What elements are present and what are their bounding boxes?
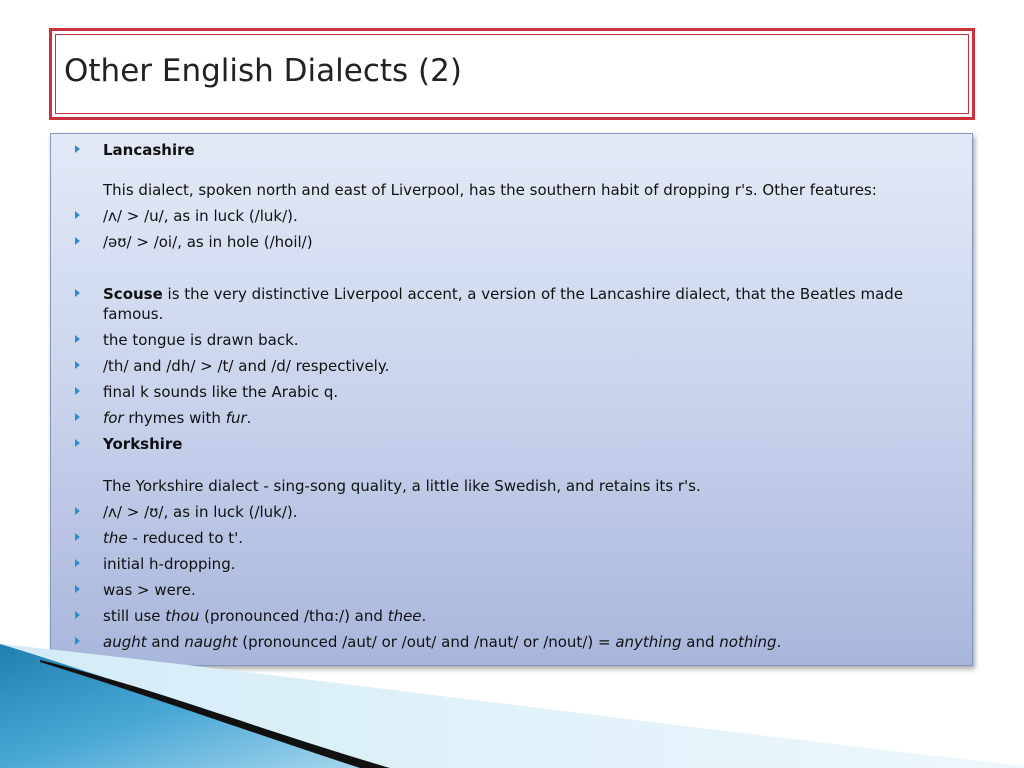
bullet-icon <box>75 439 80 447</box>
list-item-text: /əʊ/ > /oi/, as in hole (/hoil/) <box>103 233 313 251</box>
list-item <box>51 502 974 524</box>
list-item-text: was > were. <box>103 581 196 599</box>
text-segment: . <box>776 633 782 651</box>
bullet-icon <box>75 361 80 369</box>
scouse-term: Scouse <box>103 285 163 303</box>
bullet-icon <box>75 413 80 421</box>
text-segment: and <box>681 633 720 651</box>
list-item <box>51 330 974 352</box>
bullet-icon <box>75 237 80 245</box>
list-item-text: initial h-dropping. <box>103 555 236 573</box>
text-segment: rhymes with <box>123 409 226 427</box>
term-anything: anything <box>615 633 682 651</box>
list-item <box>51 140 974 162</box>
text-segment: (pronounced /aut/ or /out/ and /naut/ or /nout/) = <box>237 633 616 651</box>
bullet-icon <box>75 335 80 343</box>
term-thou: thou <box>165 607 200 625</box>
title-box <box>49 28 975 120</box>
list-item <box>51 382 974 404</box>
heading-lancashire: Lancashire <box>103 141 195 159</box>
slide-title: Other English Dialects (2) <box>64 53 462 89</box>
text-segment: and <box>146 633 185 651</box>
bullet-icon <box>75 559 80 567</box>
bullet-icon <box>75 289 80 297</box>
list-item <box>51 434 974 456</box>
scouse-description: is the very distinctive Liverpool accent, a version of the Lancashire dialect, that the Beatles made famous. <box>103 285 904 323</box>
list-item-text <box>103 284 953 324</box>
list-item-text: final k sounds like the Arabic q. <box>103 383 339 401</box>
bullet-icon <box>75 211 80 219</box>
heading-yorkshire: Yorkshire <box>103 435 183 453</box>
text-segment: . <box>246 409 252 427</box>
list-item-text: the tongue is drawn back. <box>103 331 299 349</box>
list-item-text <box>103 528 243 548</box>
bullet-icon <box>75 145 80 153</box>
term-nothing: nothing <box>719 633 777 651</box>
paragraph <box>51 476 974 498</box>
list-item <box>51 528 974 550</box>
list-item <box>51 284 974 326</box>
term-naught: naught <box>184 633 238 651</box>
list-item-text: /ʌ/ > /u/, as in luck (/luk/). <box>103 207 298 225</box>
bullet-icon <box>75 533 80 541</box>
bullet-icon <box>75 387 80 395</box>
list-item <box>51 356 974 378</box>
term-fur: fur <box>225 409 247 427</box>
text-segment: (pronounced /thɑ:/) and <box>199 607 388 625</box>
decorative-swoosh <box>0 600 1024 768</box>
paragraph-text: This dialect, spoken north and east of Liverpool, has the southern habit of dropping r's. Other features: <box>103 181 877 199</box>
text-segment: still use <box>103 607 166 625</box>
list-item-text: /ʌ/ > /ʊ/, as in luck (/luk/). <box>103 503 298 521</box>
list-item-text: /th/ and /dh/ > /t/ and /d/ respectively. <box>103 357 390 375</box>
list-item <box>51 554 974 576</box>
list-item <box>51 206 974 228</box>
paragraph-text: The Yorkshire dialect - sing-song quality, a little like Swedish, and retains its r's. <box>103 477 701 495</box>
paragraph <box>51 180 974 202</box>
list-item <box>51 408 974 430</box>
bullet-icon <box>75 585 80 593</box>
content-box <box>50 133 973 666</box>
bullet-icon <box>75 507 80 515</box>
text-segment: . <box>421 607 427 625</box>
term-thee: thee <box>387 607 422 625</box>
text-segment: - reduced to t'. <box>127 529 244 547</box>
list-item-text <box>103 408 251 428</box>
term-aught: aught <box>103 633 147 651</box>
list-item <box>51 232 974 254</box>
term-for: for <box>103 409 124 427</box>
term-the: the <box>103 529 128 547</box>
list-item <box>51 580 974 602</box>
